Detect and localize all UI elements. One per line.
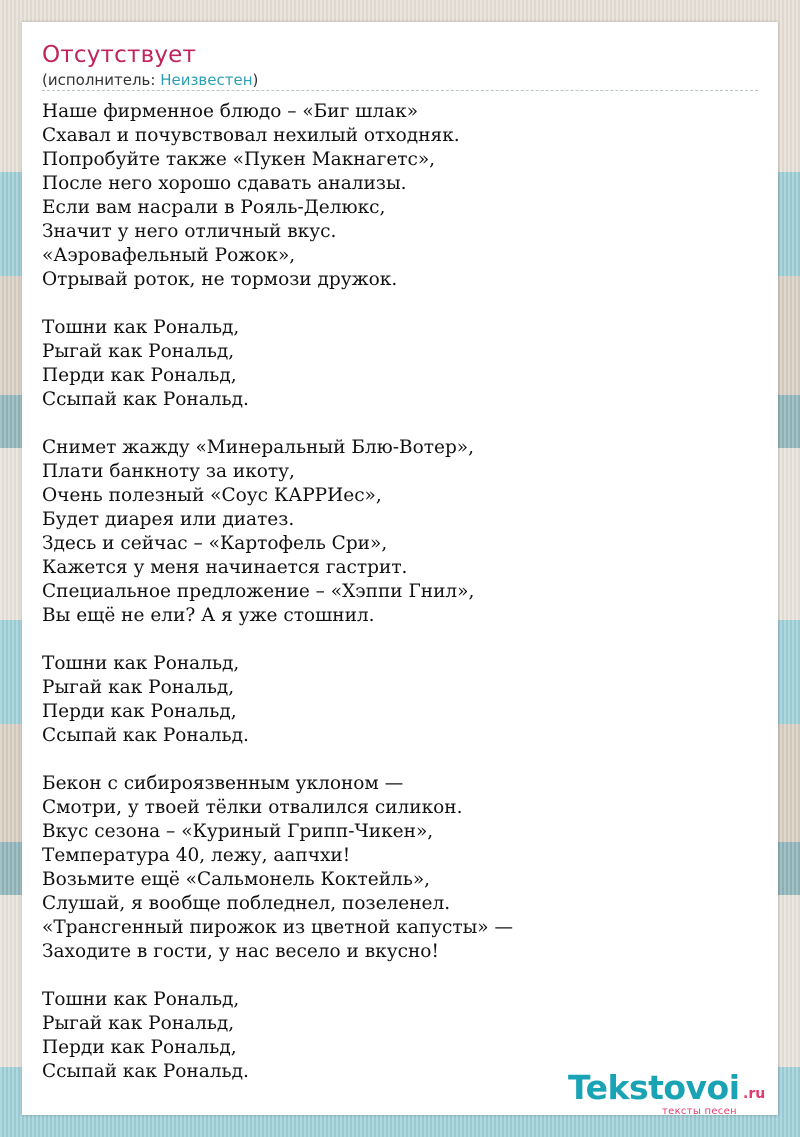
lyrics-line: Вкус сезона – «Куриный Грипп-Чикен»,	[42, 821, 434, 842]
performer-suffix: )	[252, 71, 259, 89]
lyrics-line: Рыгай как Рональд,	[42, 1013, 235, 1034]
lyrics-line: Заходите в гости, у нас весело и вкусно!	[42, 941, 439, 962]
lyrics-stanza	[42, 316, 513, 412]
lyrics-line: «Трансгенный пирожок из цветной капусты» —	[42, 917, 514, 938]
lyrics-stanza	[42, 988, 513, 1084]
lyrics-sheet	[22, 22, 778, 1115]
lyrics-line: Снимет жажду «Минеральный Блю-Вотер»,	[42, 437, 474, 458]
lyrics-line: Здесь и сейчас – «Картофель Сри»,	[42, 533, 388, 554]
lyrics-line: Ссыпай как Рональд.	[42, 1061, 249, 1082]
lyrics-line: «Аэровафельный Рожок»,	[42, 245, 296, 266]
title-divider	[42, 90, 758, 91]
lyrics-line: Тошни как Рональд,	[42, 317, 240, 338]
lyrics-line: Специальное предложение – «Хэппи Гнил»,	[42, 581, 475, 602]
lyrics-line: Рыгай как Рональд,	[42, 677, 235, 698]
lyrics-line: Плати банкноту за икоту,	[42, 461, 295, 482]
lyrics-line: Отрывай роток, не тормози дружок.	[42, 269, 398, 290]
lyrics-line: Перди как Рональд,	[42, 1037, 237, 1058]
logo-name: Tekstovoi	[568, 1068, 740, 1107]
lyrics-line: Ссыпай как Рональд.	[42, 725, 249, 746]
lyrics-stanza	[42, 772, 513, 964]
lyrics-line: Перди как Рональд,	[42, 365, 237, 386]
lyrics-line: Попробуйте также «Пукен Макнагетс»,	[42, 149, 436, 170]
lyrics-line: Температура 40, лежу, аапчхи!	[42, 845, 351, 866]
lyrics-line: Будет диарея или диатез.	[42, 509, 295, 530]
performer-line	[42, 71, 258, 89]
lyrics-line: Кажется у меня начинается гастрит.	[42, 557, 408, 578]
lyrics-line: Наше фирменное блюдо – «Биг шлак»	[42, 101, 419, 122]
logo-tagline: тексты песен	[662, 1106, 737, 1117]
lyrics-line: Вы ещё не ели? А я уже стошнил.	[42, 605, 375, 626]
lyrics-line: Очень полезный «Соус КАРРИес»,	[42, 485, 382, 506]
lyrics-line: Смотри, у твоей тёлки отвалился силикон.	[42, 797, 463, 818]
lyrics-line: Схавал и почувствовал нехилый отходняк.	[42, 125, 460, 146]
lyrics-line: Значит у него отличный вкус.	[42, 221, 337, 242]
performer-link[interactable]: Неизвестен	[160, 71, 253, 89]
lyrics-stanza	[42, 100, 513, 292]
logo-tld: .ru	[743, 1086, 766, 1102]
lyrics-line: Тошни как Рональд,	[42, 653, 240, 674]
lyrics-line: После него хорошо сдавать анализы.	[42, 173, 407, 194]
site-logo[interactable]	[568, 1068, 778, 1118]
lyrics-line: Ссыпай как Рональд.	[42, 389, 249, 410]
lyrics-stanza	[42, 436, 513, 628]
song-title: Отсутствует	[42, 42, 197, 68]
lyrics-line: Слушай, я вообще побледнел, позеленел.	[42, 893, 451, 914]
lyrics-line: Тошни как Рональд,	[42, 989, 240, 1010]
lyrics-line: Возьмите ещё «Сальмонель Коктейль»,	[42, 869, 431, 890]
lyrics-body	[42, 100, 513, 1108]
lyrics-line: Если вам насрали в Рояль-Делюкс,	[42, 197, 386, 218]
lyrics-line: Бекон с сибироязвенным уклоном —	[42, 773, 404, 794]
lyrics-stanza	[42, 652, 513, 748]
performer-prefix: (исполнитель:	[42, 71, 161, 89]
lyrics-line: Рыгай как Рональд,	[42, 341, 235, 362]
lyrics-line: Перди как Рональд,	[42, 701, 237, 722]
